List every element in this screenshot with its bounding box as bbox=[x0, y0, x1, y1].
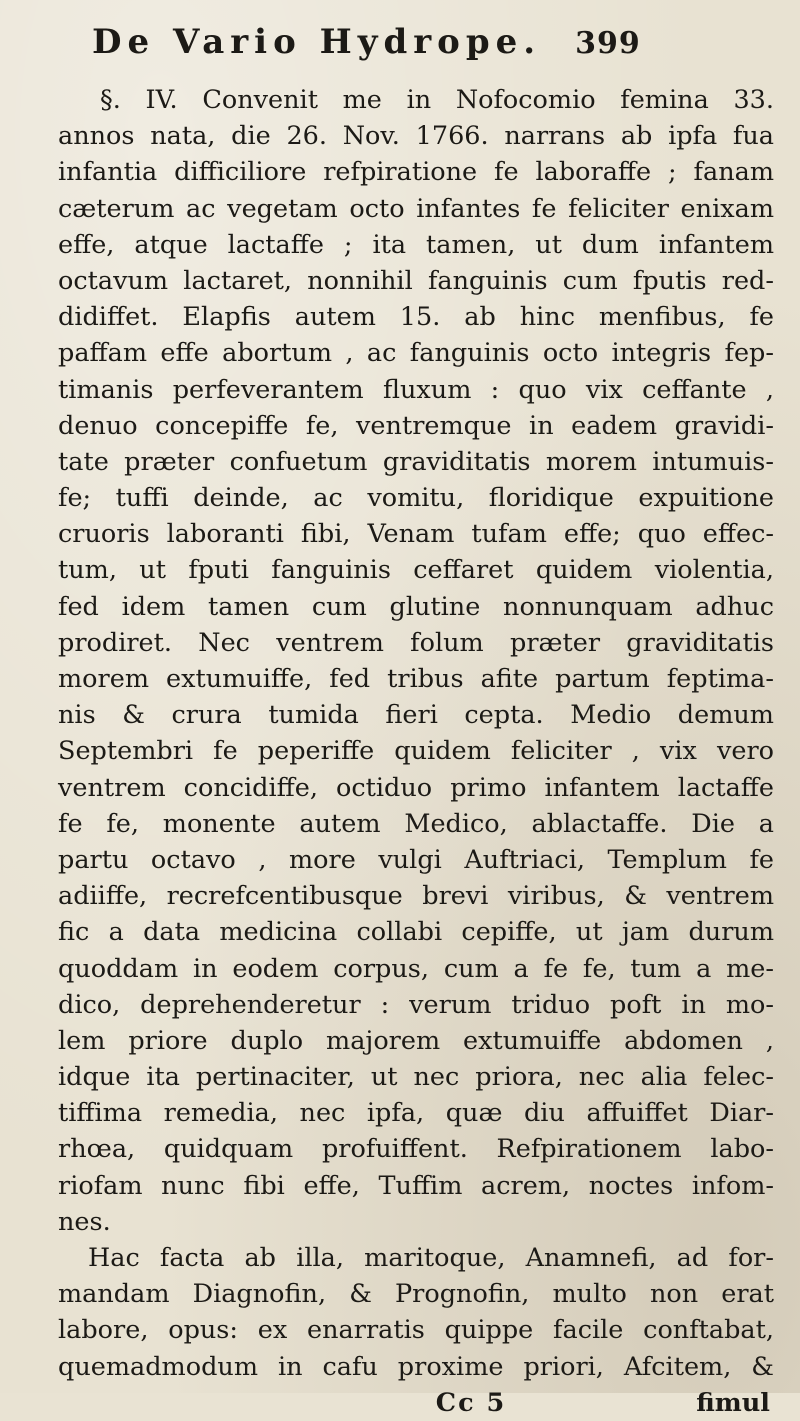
text-line: fe fe, monente autem Medico, ablactaffe. Die a bbox=[58, 808, 774, 839]
text-line: lem priore duplo majorem extumuiffe abdomen , bbox=[58, 1025, 774, 1056]
text-line: §. IV. Convenit me in Nofocomio femina 33. bbox=[100, 85, 774, 115]
text-line: prodiret. Nec ventrem folum præter graviditatis bbox=[58, 627, 774, 658]
text-line: tate præter confuetum graviditatis morem intumuis- bbox=[58, 446, 774, 477]
text-line: tum, ut fputi fanguinis ceffaret quidem violentia, bbox=[58, 555, 774, 586]
text-line: fic a data medicina collabi cepiffe, ut jam durum bbox=[58, 917, 774, 948]
text-line: cæterum ac vegetam octo infantes fe feliciter enixam bbox=[58, 193, 774, 224]
catchword: fimul bbox=[696, 1387, 770, 1418]
text-line: infantia difficiliore refpiratione fe laboraffe ; fanam bbox=[58, 157, 774, 188]
running-title: De Vario Hydrope. bbox=[92, 22, 542, 62]
text-line: paffam effe abortum , ac fanguinis octo integris fep- bbox=[58, 338, 774, 369]
text-line: idque ita pertinaciter, ut nec priora, nec alia felec- bbox=[58, 1062, 774, 1093]
text-line: labore, opus: ex enarratis quippe facile conftabat, bbox=[58, 1315, 774, 1346]
text-line: fe; tuffi deinde, ac vomitu, floridique expuitione bbox=[58, 483, 774, 514]
text-line: didiffet. Elapfis autem 15. ab hinc menfibus, fe bbox=[58, 302, 774, 333]
text-line: ventrem concidiffe, octiduo primo infantem lactaffe bbox=[58, 772, 774, 803]
text-line: nis & crura tumida fieri cepta. Medio demum bbox=[58, 700, 774, 731]
text-line: octavum lactaret, nonnihil fanguinis cum fputis red- bbox=[58, 265, 774, 296]
text-line: tiffima remedia, nec ipfa, quæ diu affuiffet Diar- bbox=[58, 1098, 774, 1129]
text-line: nes. bbox=[58, 1206, 111, 1237]
body-text bbox=[58, 82, 774, 1421]
text-line: fed idem tamen cum glutine nonnunquam adhuc bbox=[58, 591, 774, 622]
page-number: 399 bbox=[575, 26, 641, 61]
text-line: denuo concepiffe fe, ventremque in eadem gravidi- bbox=[58, 410, 774, 441]
text-line: effe, atque lactaffe ; ita tamen, ut dum infantem bbox=[58, 229, 774, 260]
text-line: adiiffe, recrefcentibusque brevi viribus, & ventrem bbox=[58, 881, 774, 912]
page-footer bbox=[58, 1385, 774, 1421]
text-line: riofam nunc fibi effe, Tuffim acrem, noctes infom- bbox=[58, 1170, 774, 1201]
signature-mark: Cc 5 bbox=[435, 1387, 507, 1418]
text-line: Hac facta ab illa, maritoque, Anamnefi, ad for- bbox=[88, 1243, 774, 1273]
text-line: quemadmodum in cafu proxime priori, Afcitem, & bbox=[58, 1351, 774, 1382]
text-line: morem extumuiffe, fed tribus afite partum feptima- bbox=[58, 664, 774, 694]
text-line: partu octavo , more vulgi Auftriaci, Templum fe bbox=[58, 844, 774, 875]
text-line: dico, deprehenderetur : verum triduo poft in mo- bbox=[58, 989, 774, 1020]
text-line: quoddam in eodem corpus, cum a fe fe, tum a me- bbox=[58, 953, 774, 984]
page-header bbox=[92, 22, 772, 62]
text-line: cruoris laboranti fibi, Venam tufam effe; quo effec- bbox=[58, 519, 774, 550]
text-line: annos nata, die 26. Nov. 1766. narrans ab ipfa fua bbox=[58, 121, 774, 152]
text-line: rhœa, quidquam profuiffent. Refpirationem labo- bbox=[58, 1134, 774, 1165]
text-line: mandam Diagnofin, & Prognofin, multo non erat bbox=[58, 1279, 774, 1310]
text-line: Septembri fe peperiffe quidem feliciter , vix vero bbox=[58, 736, 774, 767]
text-line: timanis perfeverantem fluxum : quo vix ceffante , bbox=[58, 374, 774, 405]
